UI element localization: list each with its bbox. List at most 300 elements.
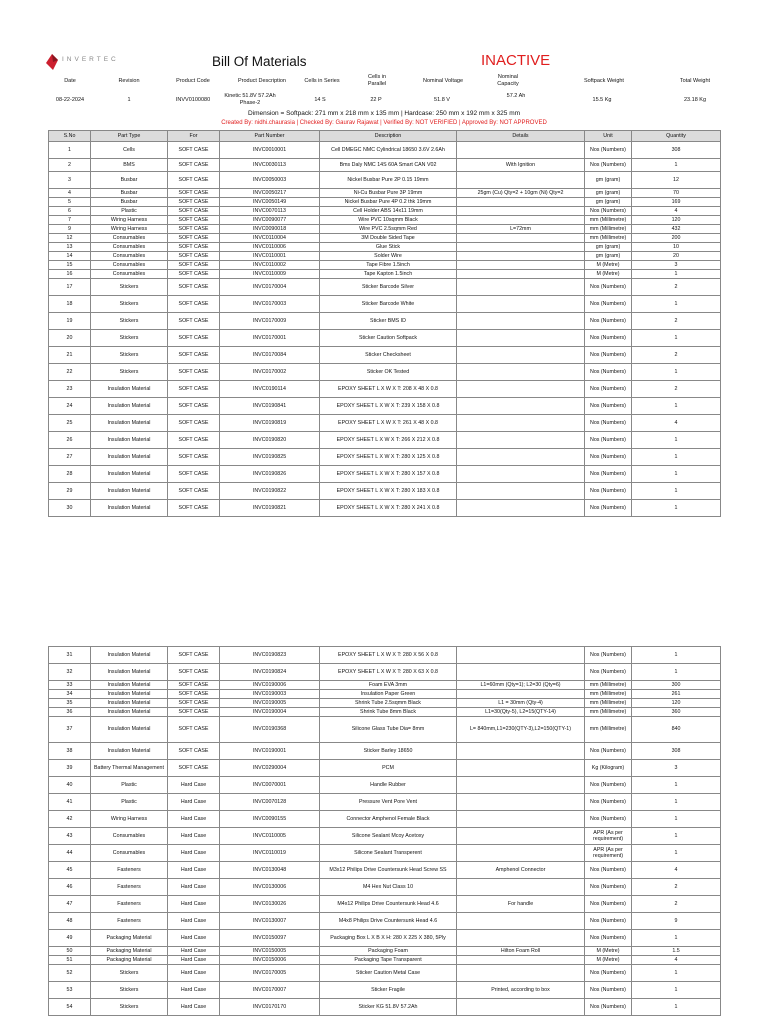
- cell-sno: 14: [49, 252, 91, 261]
- cell-quantity: 3: [632, 261, 721, 270]
- cell-details: [457, 913, 585, 930]
- cell-part-number: INVC0110006: [220, 243, 320, 252]
- cell-details: [457, 207, 585, 216]
- cell-details: [457, 330, 585, 347]
- cell-sno: 30: [49, 500, 91, 517]
- cell-part-type: Consumables: [91, 261, 168, 270]
- cell-sno: 5: [49, 198, 91, 207]
- cell-part-type: Cells: [91, 142, 168, 159]
- cell-sno: 36: [49, 708, 91, 717]
- cell-unit: gm (gram): [585, 243, 632, 252]
- cell-for: SOFT CASE: [168, 207, 220, 216]
- cell-quantity: 1: [632, 364, 721, 381]
- table-row: [49, 777, 721, 794]
- cell-quantity: 432: [632, 225, 721, 234]
- cell-quantity: 12: [632, 172, 721, 189]
- table-row: [49, 845, 721, 862]
- table-row: [49, 364, 721, 381]
- meta-header-cells-parallel: Cells in Parallel: [367, 74, 387, 87]
- cell-description: Wire PVC 2.5sqmm Red: [320, 225, 457, 234]
- cell-unit: Nos (Numbers): [585, 207, 632, 216]
- cell-part-number: INVC0090155: [220, 811, 320, 828]
- cell-unit: Nos (Numbers): [585, 647, 632, 664]
- cell-sno: 27: [49, 449, 91, 466]
- cell-unit: Nos (Numbers): [585, 296, 632, 313]
- cell-for: SOFT CASE: [168, 381, 220, 398]
- cell-sno: 12: [49, 234, 91, 243]
- cell-quantity: 1: [632, 930, 721, 947]
- cell-sno: 38: [49, 743, 91, 760]
- table-row: [49, 189, 721, 198]
- cell-part-number: INVC0190368: [220, 717, 320, 743]
- table-row: [49, 947, 721, 956]
- cell-part-number: INVC0150006: [220, 956, 320, 965]
- bom-table-page-1: [48, 130, 721, 517]
- cell-sno: 48: [49, 913, 91, 930]
- cell-details: [457, 965, 585, 982]
- cell-part-number: INVC0030113: [220, 159, 320, 172]
- cell-quantity: 1: [632, 466, 721, 483]
- cell-for: SOFT CASE: [168, 142, 220, 159]
- cell-unit: mm (Millimetre): [585, 225, 632, 234]
- cell-part-number: INVC0150097: [220, 930, 320, 947]
- cell-for: Hard Case: [168, 828, 220, 845]
- cell-description: Sticker Fragile: [320, 982, 457, 999]
- cell-part-number: INVC0070001: [220, 777, 320, 794]
- cell-part-type: Fasteners: [91, 879, 168, 896]
- cell-for: Hard Case: [168, 913, 220, 930]
- cell-part-number: INVC0170005: [220, 965, 320, 982]
- cell-part-number: INVC0190820: [220, 432, 320, 449]
- cell-unit: Nos (Numbers): [585, 965, 632, 982]
- invertec-logo: [46, 53, 126, 71]
- cell-part-number: INVC0190841: [220, 398, 320, 415]
- cell-for: SOFT CASE: [168, 313, 220, 330]
- meta-header-revision: Revision: [118, 78, 140, 84]
- cell-details: [457, 216, 585, 225]
- table-row: [49, 879, 721, 896]
- cell-description: Sticker Checksheet: [320, 347, 457, 364]
- cell-description: Shrink Tube 2.5sqmm Black: [320, 699, 457, 708]
- cell-part-number: INVC0170007: [220, 982, 320, 999]
- cell-part-number: INVC0190004: [220, 708, 320, 717]
- cell-description: EPOXY SHEET L X W X T: 261 X 48 X 0.8: [320, 415, 457, 432]
- cell-for: Hard Case: [168, 879, 220, 896]
- cell-for: Hard Case: [168, 896, 220, 913]
- cell-for: Hard Case: [168, 811, 220, 828]
- cell-part-type: Busbar: [91, 189, 168, 198]
- cell-description: Nickel Busbar Pure 4P 0.2 thk 19mm: [320, 198, 457, 207]
- cell-sno: 6: [49, 207, 91, 216]
- cell-quantity: 120: [632, 216, 721, 225]
- cell-part-type: Busbar: [91, 172, 168, 189]
- cell-unit: gm (gram): [585, 198, 632, 207]
- cell-unit: Nos (Numbers): [585, 330, 632, 347]
- table-row: [49, 982, 721, 999]
- table-row: [49, 347, 721, 364]
- cell-part-number: INVC0170009: [220, 313, 320, 330]
- cell-part-number: INVC0110001: [220, 252, 320, 261]
- cell-details: 25gm (Cu) Qty=2 + 10gm (Ni) Qty=2: [457, 189, 585, 198]
- cell-quantity: 2: [632, 381, 721, 398]
- cell-part-type: Plastic: [91, 777, 168, 794]
- cell-details: [457, 811, 585, 828]
- cell-unit: Nos (Numbers): [585, 896, 632, 913]
- cell-unit: mm (Millimetre): [585, 699, 632, 708]
- cell-part-type: Wiring Harness: [91, 216, 168, 225]
- table-row: [49, 999, 721, 1016]
- cell-part-type: Insulation Material: [91, 690, 168, 699]
- table-row: [49, 234, 721, 243]
- cell-description: Sticker BMS ID: [320, 313, 457, 330]
- table-row: [49, 330, 721, 347]
- cell-unit: M (Metre): [585, 947, 632, 956]
- column-header-part-number: Part Number: [220, 131, 320, 142]
- cell-description: EPOXY SHEET L X W X T: 280 X 56 X 0.8: [320, 647, 457, 664]
- table-row: [49, 198, 721, 207]
- cell-sno: 23: [49, 381, 91, 398]
- cell-details: [457, 879, 585, 896]
- cell-for: Hard Case: [168, 999, 220, 1016]
- cell-details: [457, 234, 585, 243]
- cell-for: Hard Case: [168, 965, 220, 982]
- cell-part-type: Insulation Material: [91, 449, 168, 466]
- cell-description: Sticker Barcode White: [320, 296, 457, 313]
- cell-part-number: INVC0130026: [220, 896, 320, 913]
- cell-sno: 50: [49, 947, 91, 956]
- cell-details: Hilton Foam Roll: [457, 947, 585, 956]
- cell-for: SOFT CASE: [168, 708, 220, 717]
- cell-description: Bms Daly NMC 14S 60A Smart CAN V02: [320, 159, 457, 172]
- cell-for: SOFT CASE: [168, 717, 220, 743]
- cell-part-type: Fasteners: [91, 913, 168, 930]
- cell-quantity: 2: [632, 279, 721, 296]
- cell-part-type: Plastic: [91, 207, 168, 216]
- cell-unit: gm (gram): [585, 252, 632, 261]
- cell-unit: Nos (Numbers): [585, 432, 632, 449]
- cell-description: Glue Stick: [320, 243, 457, 252]
- cell-sno: 28: [49, 466, 91, 483]
- cell-unit: Nos (Numbers): [585, 743, 632, 760]
- cell-sno: 22: [49, 364, 91, 381]
- cell-details: [457, 252, 585, 261]
- cell-part-number: INVC0010001: [220, 142, 320, 159]
- cell-part-number: INVC0170004: [220, 279, 320, 296]
- cell-for: SOFT CASE: [168, 466, 220, 483]
- cell-sno: 17: [49, 279, 91, 296]
- meta-header-nominal-voltage: Nominal Voltage: [422, 78, 464, 84]
- table-row: [49, 415, 721, 432]
- cell-part-number: INVC0190825: [220, 449, 320, 466]
- cell-unit: Nos (Numbers): [585, 142, 632, 159]
- cell-part-number: INVC0170170: [220, 999, 320, 1016]
- cell-description: Tape Kapton 1.5inch: [320, 270, 457, 279]
- cell-quantity: 308: [632, 142, 721, 159]
- cell-part-number: INVC0190114: [220, 381, 320, 398]
- table-row: [49, 142, 721, 159]
- cell-sno: 1: [49, 142, 91, 159]
- cell-quantity: 1: [632, 270, 721, 279]
- cell-part-type: Stickers: [91, 347, 168, 364]
- cell-quantity: 1: [632, 449, 721, 466]
- cell-details: [457, 296, 585, 313]
- cell-part-type: Packaging Material: [91, 956, 168, 965]
- cell-sno: 34: [49, 690, 91, 699]
- cell-unit: Nos (Numbers): [585, 879, 632, 896]
- table-row: [49, 296, 721, 313]
- cell-unit: Nos (Numbers): [585, 449, 632, 466]
- meta-cells-series: 14 S: [314, 97, 326, 103]
- cell-details: [457, 956, 585, 965]
- cell-quantity: 1: [632, 999, 721, 1016]
- cell-sno: 43: [49, 828, 91, 845]
- column-header-unit: Unit: [585, 131, 632, 142]
- cell-quantity: 1.5: [632, 947, 721, 956]
- invertec-logo-mark-icon: [46, 54, 58, 70]
- cell-sno: 51: [49, 956, 91, 965]
- cell-description: Sticker KG 51.8V 57.2Ah: [320, 999, 457, 1016]
- cell-sno: 31: [49, 647, 91, 664]
- cell-part-type: BMS: [91, 159, 168, 172]
- cell-quantity: 300: [632, 681, 721, 690]
- cell-quantity: 1: [632, 500, 721, 517]
- cell-part-type: Insulation Material: [91, 500, 168, 517]
- cell-unit: Nos (Numbers): [585, 811, 632, 828]
- bom-rows-page-1: [49, 142, 721, 517]
- cell-quantity: 1: [632, 483, 721, 500]
- cell-unit: Kg (Kilogram): [585, 760, 632, 777]
- cell-for: SOFT CASE: [168, 159, 220, 172]
- cell-description: Ni-Cu Busbar Pure 3P 19mm: [320, 189, 457, 198]
- cell-details: [457, 261, 585, 270]
- cell-sno: 3: [49, 172, 91, 189]
- table-row: [49, 207, 721, 216]
- meta-nominal-capacity: 57.2 Ah: [506, 93, 526, 99]
- table-row: [49, 717, 721, 743]
- cell-for: Hard Case: [168, 947, 220, 956]
- cell-unit: mm (Millimetre): [585, 690, 632, 699]
- cell-for: SOFT CASE: [168, 681, 220, 690]
- cell-for: SOFT CASE: [168, 216, 220, 225]
- cell-quantity: 3: [632, 760, 721, 777]
- meta-header-total-weight: Total Weight: [679, 78, 711, 84]
- cell-sno: 20: [49, 330, 91, 347]
- cell-for: SOFT CASE: [168, 270, 220, 279]
- cell-details: [457, 930, 585, 947]
- cell-description: Silicone Sealant Transperent: [320, 845, 457, 862]
- meta-product-code: INVV0100080: [175, 97, 211, 103]
- table-row: [49, 313, 721, 330]
- cell-unit: mm (Millimetre): [585, 717, 632, 743]
- cell-for: SOFT CASE: [168, 699, 220, 708]
- cell-quantity: 1: [632, 845, 721, 862]
- cell-for: Hard Case: [168, 845, 220, 862]
- meta-date: 08-22-2024: [55, 97, 85, 103]
- column-header-details: Details: [457, 131, 585, 142]
- cell-description: EPOXY SHEET L X W X T: 280 X 63 X 0.8: [320, 664, 457, 681]
- cell-unit: Nos (Numbers): [585, 794, 632, 811]
- cell-details: L= 840mm,L1=230(QTY-3),L2=150(QTY-1): [457, 717, 585, 743]
- cell-quantity: 1: [632, 965, 721, 982]
- cell-details: For handle: [457, 896, 585, 913]
- cell-for: SOFT CASE: [168, 398, 220, 415]
- cell-unit: Nos (Numbers): [585, 930, 632, 947]
- cell-part-number: INVC0130048: [220, 862, 320, 879]
- cell-part-type: Insulation Material: [91, 647, 168, 664]
- cell-quantity: 1: [632, 828, 721, 845]
- cell-description: Sticker OK Tested: [320, 364, 457, 381]
- cell-for: SOFT CASE: [168, 743, 220, 760]
- cell-for: SOFT CASE: [168, 664, 220, 681]
- cell-part-type: Packaging Material: [91, 930, 168, 947]
- cell-sno: 54: [49, 999, 91, 1016]
- cell-part-type: Consumables: [91, 828, 168, 845]
- cell-for: SOFT CASE: [168, 449, 220, 466]
- cell-sno: 40: [49, 777, 91, 794]
- cell-description: M4x8 Philips Drive Countersunk Head 4.6: [320, 913, 457, 930]
- cell-unit: Nos (Numbers): [585, 664, 632, 681]
- table-row: [49, 956, 721, 965]
- cell-sno: 21: [49, 347, 91, 364]
- table-row: [49, 930, 721, 947]
- cell-sno: 44: [49, 845, 91, 862]
- table-row: [49, 225, 721, 234]
- cell-part-type: Insulation Material: [91, 699, 168, 708]
- cell-details: With Ignition: [457, 159, 585, 172]
- table-row: [49, 647, 721, 664]
- cell-quantity: 1: [632, 432, 721, 449]
- cell-sno: 39: [49, 760, 91, 777]
- document-title: Bill Of Materials: [212, 54, 307, 69]
- cell-details: [457, 172, 585, 189]
- cell-for: SOFT CASE: [168, 279, 220, 296]
- cell-sno: 16: [49, 270, 91, 279]
- cell-part-number: INVC0090018: [220, 225, 320, 234]
- cell-for: SOFT CASE: [168, 330, 220, 347]
- cell-part-number: INVC0170001: [220, 330, 320, 347]
- cell-part-number: INVC0150005: [220, 947, 320, 956]
- cell-for: SOFT CASE: [168, 364, 220, 381]
- cell-description: Sticker Barley 18650: [320, 743, 457, 760]
- cell-unit: Nos (Numbers): [585, 398, 632, 415]
- table-row: [49, 466, 721, 483]
- cell-for: SOFT CASE: [168, 500, 220, 517]
- cell-part-type: Stickers: [91, 279, 168, 296]
- cell-description: Sticker Barcode Silver: [320, 279, 457, 296]
- cell-for: SOFT CASE: [168, 198, 220, 207]
- cell-for: SOFT CASE: [168, 347, 220, 364]
- cell-details: L1=60mm (Qty=1); L2=30 (Qty=6): [457, 681, 585, 690]
- cell-details: [457, 243, 585, 252]
- cell-part-type: Consumables: [91, 845, 168, 862]
- cell-unit: Nos (Numbers): [585, 982, 632, 999]
- cell-unit: Nos (Numbers): [585, 364, 632, 381]
- cell-quantity: 120: [632, 699, 721, 708]
- cell-description: Cell Holder ABS 14x11 19mm: [320, 207, 457, 216]
- cell-unit: Nos (Numbers): [585, 313, 632, 330]
- cell-for: Hard Case: [168, 982, 220, 999]
- cell-quantity: 2: [632, 896, 721, 913]
- table-row: [49, 699, 721, 708]
- cell-details: [457, 270, 585, 279]
- cell-description: Sticker Caution Metal Case: [320, 965, 457, 982]
- meta-header-product-description: Product Description: [238, 78, 286, 84]
- cell-unit: M (Metre): [585, 956, 632, 965]
- cell-for: SOFT CASE: [168, 243, 220, 252]
- cell-details: [457, 664, 585, 681]
- cell-unit: gm (gram): [585, 189, 632, 198]
- cell-description: M4x12 Philips Drive Countersunk Head 4.6: [320, 896, 457, 913]
- cell-part-type: Insulation Material: [91, 381, 168, 398]
- cell-details: [457, 415, 585, 432]
- meta-revision: 1: [127, 97, 131, 103]
- cell-part-number: INVC0190003: [220, 690, 320, 699]
- table-row: [49, 252, 721, 261]
- table-row: [49, 896, 721, 913]
- cell-part-number: INVC0050217: [220, 189, 320, 198]
- cell-part-type: Insulation Material: [91, 466, 168, 483]
- cell-for: SOFT CASE: [168, 234, 220, 243]
- cell-sno: 7: [49, 216, 91, 225]
- cell-for: SOFT CASE: [168, 172, 220, 189]
- cell-quantity: 1: [632, 794, 721, 811]
- cell-details: [457, 690, 585, 699]
- cell-details: [457, 743, 585, 760]
- cell-unit: gm (gram): [585, 172, 632, 189]
- column-header-sno: S.No: [49, 131, 91, 142]
- cell-part-type: Insulation Material: [91, 664, 168, 681]
- cell-part-number: INVC0290004: [220, 760, 320, 777]
- cell-quantity: 1: [632, 982, 721, 999]
- column-header-quantity: Quantity: [632, 131, 721, 142]
- cell-quantity: 1: [632, 159, 721, 172]
- cell-sno: 53: [49, 982, 91, 999]
- cell-details: [457, 142, 585, 159]
- cell-unit: Nos (Numbers): [585, 347, 632, 364]
- table-row: [49, 500, 721, 517]
- cell-unit: Nos (Numbers): [585, 862, 632, 879]
- table-row: [49, 172, 721, 189]
- cell-unit: APR (As per requirement): [585, 845, 632, 862]
- meta-total-weight: 23.18 Kg: [683, 97, 707, 103]
- cell-details: [457, 364, 585, 381]
- cell-unit: M (Metre): [585, 270, 632, 279]
- cell-quantity: 4: [632, 862, 721, 879]
- cell-description: EPOXY SHEET L X W X T: 280 X 125 X 0.8: [320, 449, 457, 466]
- cell-quantity: 70: [632, 189, 721, 198]
- cell-part-number: INVC0130006: [220, 879, 320, 896]
- table-row: [49, 159, 721, 172]
- cell-sno: 2: [49, 159, 91, 172]
- cell-sno: 47: [49, 896, 91, 913]
- cell-for: SOFT CASE: [168, 189, 220, 198]
- cell-details: [457, 198, 585, 207]
- cell-part-type: Insulation Material: [91, 708, 168, 717]
- meta-header-nominal-capacity: Nominal Capacity: [497, 74, 519, 87]
- cell-details: L1 = 30mm (Qty-4): [457, 699, 585, 708]
- cell-description: Wire PVC 10sqmm Black: [320, 216, 457, 225]
- cell-for: Hard Case: [168, 930, 220, 947]
- cell-quantity: 840: [632, 717, 721, 743]
- cell-part-type: Insulation Material: [91, 717, 168, 743]
- cell-part-number: INVC0110005: [220, 828, 320, 845]
- cell-part-number: INVC0130007: [220, 913, 320, 930]
- cell-part-type: Insulation Material: [91, 743, 168, 760]
- cell-description: Pressure Vent Pore Vent: [320, 794, 457, 811]
- cell-part-number: INVC0110009: [220, 270, 320, 279]
- cell-part-number: INVC0170003: [220, 296, 320, 313]
- cell-for: SOFT CASE: [168, 296, 220, 313]
